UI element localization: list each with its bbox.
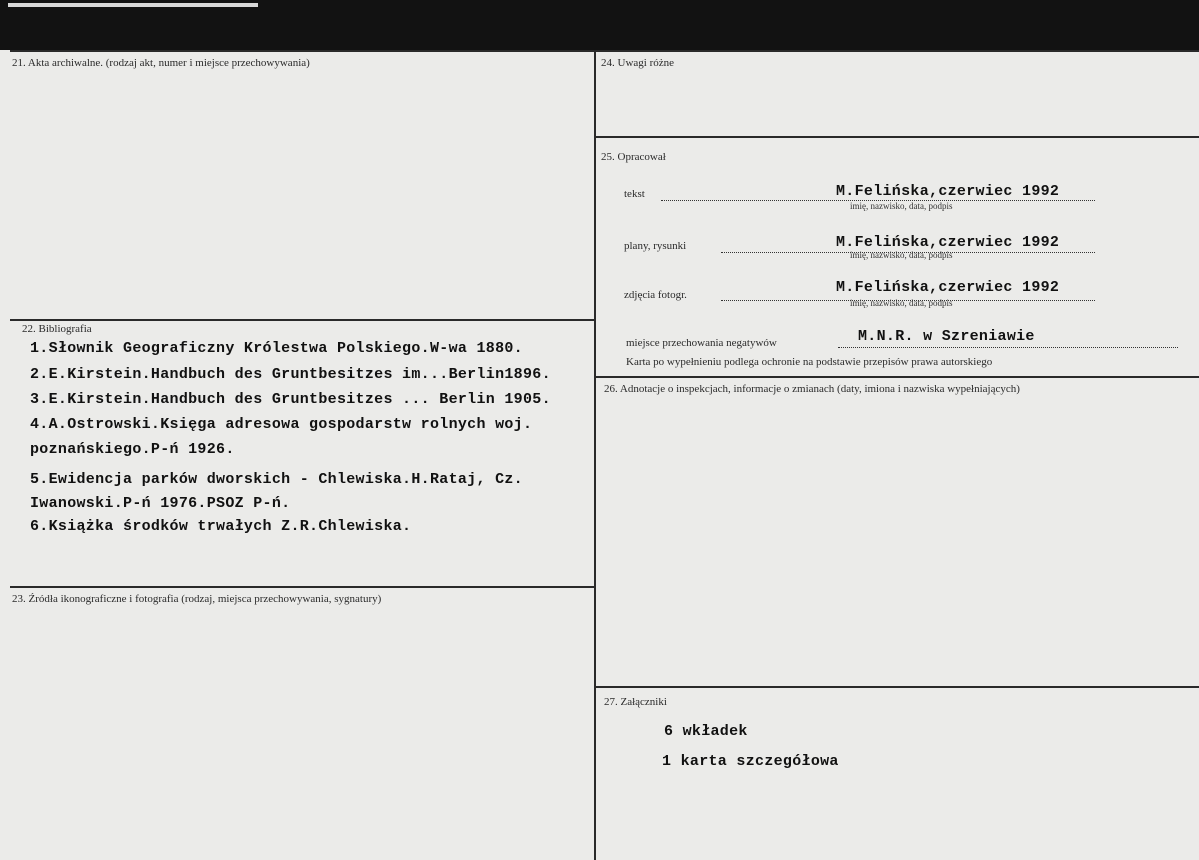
divider-26-27 [596,686,1199,688]
negatives-label: miejsce przechowania negatywów [626,337,777,349]
author-row-value-text: M.Felińska,czerwiec 1992 [836,183,1060,200]
bibliography-item: 5.Ewidencja parków dworskich - Chlewiska.H.Rataj, Cz. [30,471,523,488]
section-23-label: 23. Źródła ikonograficzne i fotografia (rodzaj, miejsca przechowywania, sygnatury) [12,593,382,605]
scan-top-band [0,0,1199,50]
author-row-sublabel: imię, nazwisko, data, podpis [850,201,953,211]
section-24-label: 24. Uwagi różne [601,57,675,69]
divider-21-22 [10,319,594,321]
bibliography-item: 2.E.Kirstein.Handbuch des Gruntbesitzes im...Berlin1896. [30,366,551,383]
negatives-value: M.N.R. w Szreniawie [858,328,1035,345]
column-divider [594,50,596,860]
negatives-dots [838,347,1178,348]
author-row-label-drawings: plany, rysunki [624,240,687,252]
author-row-label-text: tekst [624,188,645,200]
divider-24-25 [596,136,1199,138]
bibliography-item: 3.E.Kirstein.Handbuch des Gruntbesitzes ... Berlin 1905. [30,391,551,408]
card-top-line [10,50,1199,52]
section-22-label: 22. Bibliografia [22,323,92,335]
attachment-item: 1 karta szczegółowa [662,753,839,770]
record-card [0,50,1199,860]
author-row-label-photos: zdjęcia fotogr. [624,289,687,301]
scan-strip [8,3,258,7]
attachment-item: 6 wkładek [664,723,748,740]
section-25-label: 25. Opracował [601,151,666,163]
author-row-sublabel: imię, nazwisko, data, podpis [850,298,953,308]
bibliography-item: 4.A.Ostrowski.Księga adresowa gospodarstw rolnych woj. [30,416,533,433]
bibliography-item: 1.Słownik Geograficzny Królestwa Polskiego.W-wa 1880. [30,340,523,357]
author-row-value-photos: M.Felińska,czerwiec 1992 [836,279,1060,296]
author-row-value-drawings: M.Felińska,czerwiec 1992 [836,234,1060,251]
bibliography-item: poznańskiego.P-ń 1926. [30,441,235,458]
bibliography-item: 6.Książka środków trwałych Z.R.Chlewiska. [30,518,412,535]
section-27-label: 27. Załączniki [604,696,667,708]
bibliography-item: Iwanowski.P-ń 1976.PSOZ P-ń. [30,495,291,512]
author-row-sublabel: imię, nazwisko, data, podpis [850,250,953,260]
section-21-label: 21. Akta archiwalne. (rodzaj akt, numer i miejsce przechowywania) [12,57,310,69]
divider-22-23 [10,586,594,588]
copyright-note: Karta po wypełnieniu podlega ochronie na podstawie przepisów prawa autorskiego [626,356,993,368]
section-26-label: 26. Adnotacje o inspekcjach, informacje o zmianach (daty, imiona i nazwiska wypełniających) [604,383,1020,395]
divider-25-26 [596,376,1199,378]
